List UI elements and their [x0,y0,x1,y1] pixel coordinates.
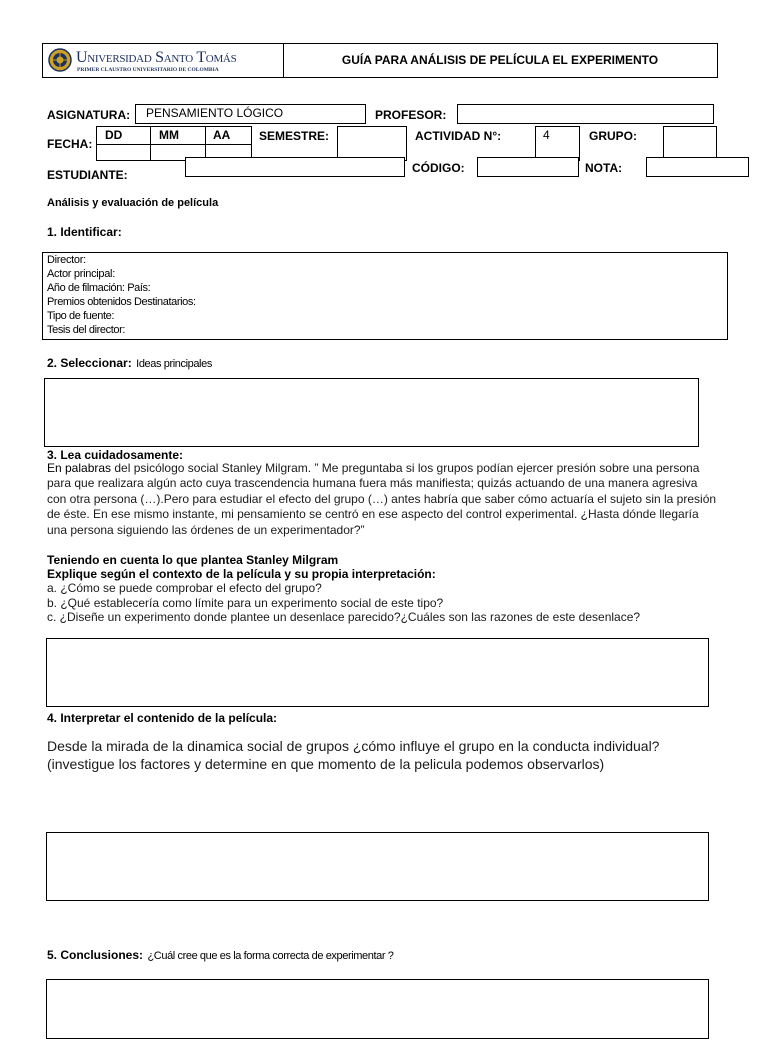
date-header-mm: MM [159,128,179,142]
section2-answer-box[interactable] [44,378,699,447]
codigo-label: CÓDIGO: [412,161,465,175]
intro-heading: Análisis y evaluación de película [47,197,219,209]
section2-heading: 2. Seleccionar: [47,356,132,370]
section2-sub: Ideas principales [136,358,212,370]
logo-university-name: Universidad Santo Tomás [76,49,237,66]
asignatura-field[interactable]: PENSAMIENTO LÓGICO [135,104,366,124]
fecha-label: FECHA: [47,137,93,151]
section4-heading: 4. Interpretar el contenido de la película: [47,711,278,725]
identify-director: Director: [47,254,86,266]
section3-paragraph-lead: En palabras [47,461,112,475]
estudiante-label: ESTUDIANTE: [47,168,128,182]
logo-subtitle: PRIMER CLAUSTRO UNIVERSITARIO DE COLOMBIA [77,67,219,73]
section2-heading-line [47,354,212,372]
nota-label: NOTA: [585,161,623,175]
profesor-field[interactable] [457,104,714,124]
section4-text: Desde la mirada de la dinamica social de grupos ¿cómo influye el grupo en la conducta individual? (investigue los factores y determine en que momento de la pelicula podemos observarlos) [47,738,660,772]
header-table [42,43,718,78]
grupo-field[interactable] [663,126,717,161]
identify-actor: Actor principal: [47,268,115,280]
date-header-dd: DD [105,128,123,142]
section5-question: ¿Cuál cree que es la forma correcta de experimentar ? [147,950,394,962]
section5-heading-line [47,946,393,964]
section3-bold1: Teniendo en cuenta lo que plantea Stanley Milgram [47,553,339,567]
profesor-label: PROFESOR: [375,108,447,122]
actividad-field[interactable]: 4 [535,126,580,161]
estudiante-field[interactable] [185,157,405,177]
section3-item-c: c. ¿Diseñe un experimento donde plantee un desenlace parecido?¿Cuáles son las razones de este desenlace? [47,610,641,624]
section1-heading: 1. Identificar: [47,225,122,239]
identify-thesis: Tesis del director: [47,324,125,336]
date-input-dd[interactable] [97,145,150,160]
actividad-label: ACTIVIDAD N°: [415,129,502,143]
university-seal-icon [48,48,72,72]
codigo-field[interactable] [477,157,579,177]
identify-box[interactable] [42,252,728,340]
section3-item-b: b. ¿Qué establecería como límite para un experimento social de este tipo? [47,596,444,610]
date-grid [96,126,252,161]
identify-awards: Premios obtenidos Destinatarios: [47,296,196,308]
page-title: GUÍA PARA ANÁLISIS DE PELÍCULA EL EXPERIMENTO [341,53,659,67]
asignatura-label: ASIGNATURA: [47,108,131,122]
section4-answer-box[interactable] [46,832,709,901]
identify-source-type: Tipo de fuente: [47,310,114,322]
nota-field[interactable] [646,157,749,177]
date-header-aa: AA [213,128,231,142]
section3-heading: 3. Lea cuidadosamente: [47,448,184,462]
semestre-field[interactable] [337,126,407,161]
section3-item-a: a. ¿Cómo se puede comprobar el efecto del grupo? [47,581,322,595]
logo-cell [43,44,284,77]
section5-heading: 5. Conclusiones: [47,948,144,962]
grupo-label: GRUPO: [589,129,637,143]
section3-paragraph-body: del psicólogo social Stanley Milgram. ” Me preguntaba si los grupos podían ejercer presión sobre una persona para que realizara algún acto cuya trascendencia humana fuera más manifiesta; quizás actuando de una manera agresiva con otra persona (…).Pero para estudiar el efecto del grupo (…) antes habría que saber cómo actuaría el sujeto sin la presión de éste. En ese mismo instante, mi pensamiento se centró en ese aspecto del control experimental. ¿Hasta dónde llegaría una persona siguiendo las órdenes de un experimentador?” [47,461,717,537]
section3-bold2: Explique según el contexto de la película y su propia interpretación: [47,567,436,581]
section5-answer-box[interactable] [46,979,709,1039]
identify-year-country: Año de filmación: País: [47,282,151,294]
semestre-label: SEMESTRE: [259,129,330,143]
section3-paragraph [47,461,719,538]
section3-answer-box[interactable] [46,638,709,707]
